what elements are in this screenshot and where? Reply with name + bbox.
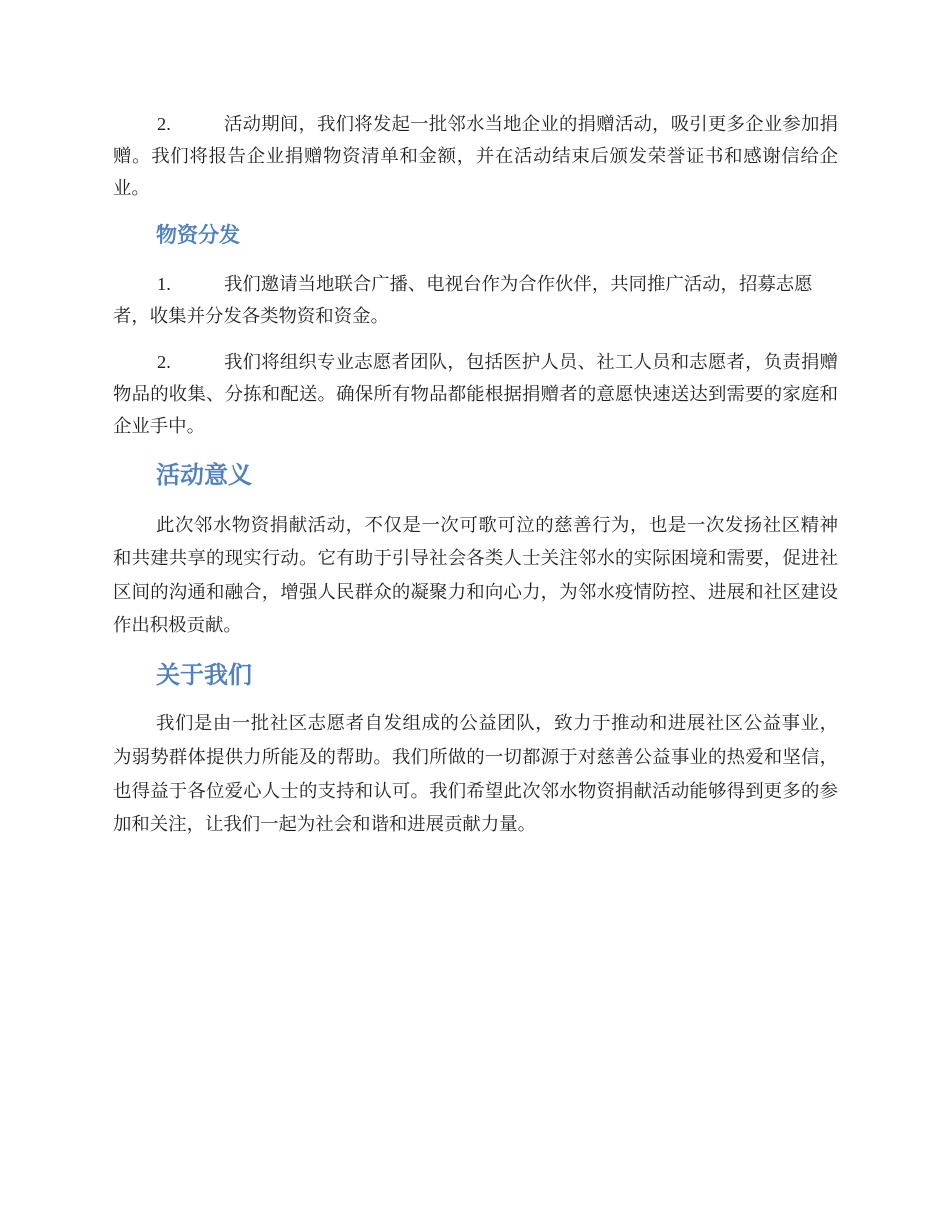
item-text: 我们将组织专业志愿者团队，包括医护人员、社工人员和志愿者，负责捐赠 bbox=[224, 352, 838, 372]
paragraph-line: 也得益于各位爱心人士的支持和认可。我们希望此次邻水物资捐献活动能够得到更多的参 bbox=[113, 780, 838, 801]
item-number: 1. bbox=[157, 274, 171, 294]
numbered-item bbox=[113, 346, 838, 442]
about-paragraph bbox=[113, 707, 838, 842]
paragraph-line: 为弱势群体提供力所能及的帮助。我们所做的一切都源于对慈善公益事业的热爱和坚信， bbox=[113, 746, 838, 767]
item-text: 我们邀请当地联合广播、电视台作为合作伙伴，共同推广活动，招募志愿 bbox=[224, 274, 813, 294]
numbered-item bbox=[113, 268, 838, 332]
paragraph-line: 和共建共享的现实行动。它有助于引导社会各类人士关注邻水的实际困境和需要，促进社 bbox=[113, 548, 838, 569]
paragraph-line: 此次邻水物资捐献活动，不仅是一次可歌可泣的慈善行为，也是一次发扬社区精神 bbox=[156, 515, 838, 535]
item-number: 2. bbox=[157, 114, 171, 134]
paragraph-line bbox=[113, 346, 838, 378]
section-heading-significance: 活动意义 bbox=[156, 462, 252, 489]
section-heading-distribution: 物资分发 bbox=[156, 224, 240, 247]
paragraph-line: 企业手中。 bbox=[113, 416, 205, 436]
paragraph-line: 加和关注，让我们一起为社会和谐和进展贡献力量。 bbox=[113, 814, 536, 835]
paragraph-line bbox=[113, 108, 838, 140]
paragraph-line: 物品的收集、分拣和配送。确保所有物品都能根据捐赠者的意愿快速送达到需要的家庭和 bbox=[113, 384, 838, 404]
document-body bbox=[113, 108, 838, 842]
item-number: 2. bbox=[157, 352, 171, 372]
paragraph-line: 赠。我们将报告企业捐赠物资清单和金额，并在活动结束后颁发荣誉证书和感谢信给企 bbox=[113, 146, 838, 166]
item-text: 活动期间，我们将发起一批邻水当地企业的捐赠活动，吸引更多企业参加捐 bbox=[224, 114, 838, 134]
paragraph-line: 区间的沟通和融合，增强人民群众的凝聚力和向心力，为邻水疫情防控、进展和社区建设 bbox=[113, 581, 838, 602]
section-heading-about: 关于我们 bbox=[156, 662, 252, 690]
paragraph-line: 者，收集并分发各类物资和资金。 bbox=[113, 306, 389, 326]
paragraph-line bbox=[113, 268, 838, 300]
numbered-item-intro bbox=[113, 108, 838, 204]
paragraph-line: 我们是由一批社区志愿者自发组成的公益团队，致力于推动和进展社区公益事业， bbox=[156, 713, 838, 734]
paragraph-line: 作出积极贡献。 bbox=[113, 614, 242, 635]
significance-paragraph bbox=[113, 509, 838, 642]
paragraph-line: 业。 bbox=[113, 178, 150, 198]
